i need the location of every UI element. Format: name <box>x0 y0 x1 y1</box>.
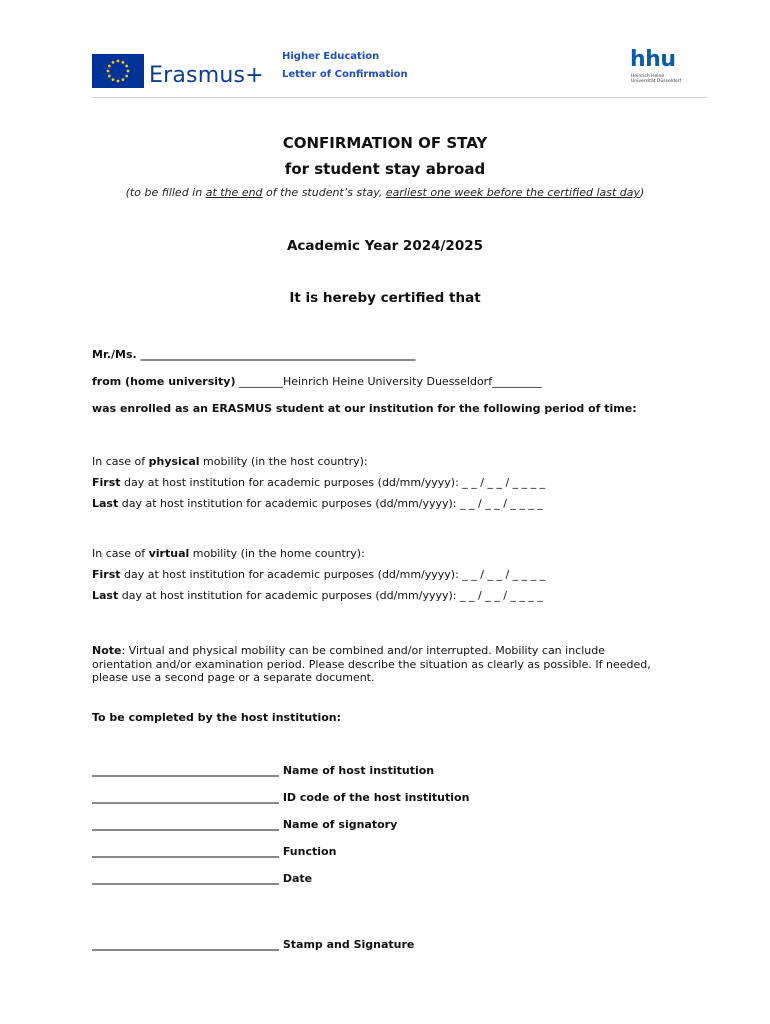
header-line-higher-education: Higher Education <box>282 51 380 62</box>
name-label: Mr./Ms. <box>92 348 137 361</box>
certification-heading: It is hereby certified that <box>289 290 481 306</box>
function-field[interactable]: __________________________________ Function <box>92 845 337 858</box>
eu-star-icon <box>107 70 110 73</box>
eu-star-icon <box>108 65 111 68</box>
home-university-value[interactable]: Heinrich Heine University Duesseldorf <box>283 375 493 388</box>
header-divider <box>92 97 706 98</box>
signatory-name-field[interactable]: __________________________________ Name of signatory <box>92 818 398 831</box>
name-field-row[interactable] <box>92 348 416 361</box>
eu-star-icon <box>112 78 115 81</box>
eu-star-icon <box>122 61 125 64</box>
physical-first-day[interactable]: First day at host institution for academic purposes (dd/mm/yyyy): _ _ / _ _ / _ _ _ _ <box>92 476 546 489</box>
eu-star-icon <box>112 61 115 64</box>
virtual-last-day[interactable]: Last day at host institution for academic purposes (dd/mm/yyyy): _ _ / _ _ / _ _ _ _ <box>92 589 543 602</box>
home-university-label: from (home university) <box>92 375 236 388</box>
stamp-signature-field[interactable]: __________________________________ Stamp and Signature <box>92 938 415 951</box>
eu-star-icon <box>117 60 120 63</box>
host-id-code-field[interactable]: __________________________________ ID code of the host institution <box>92 791 470 804</box>
host-heading: To be completed by the host institution: <box>92 711 342 724</box>
eu-star-icon <box>125 65 128 68</box>
document-title: CONFIRMATION OF STAY <box>282 134 488 152</box>
host-name-field[interactable]: __________________________________ Name of host institution <box>92 764 435 777</box>
home-university-row <box>92 375 542 388</box>
physical-last-day[interactable]: Last day at host institution for academic purposes (dd/mm/yyyy): _ _ / _ _ / _ _ _ _ <box>92 497 543 510</box>
virtual-intro: In case of virtual mobility (in the home country): <box>92 547 365 560</box>
home-university-prefix: ________ <box>239 375 283 388</box>
hhu-logo: hhu <box>630 47 676 72</box>
eu-star-icon <box>122 78 125 81</box>
date-field[interactable]: __________________________________ Date <box>92 872 313 885</box>
eu-flag-icon <box>92 54 144 88</box>
eu-star-icon <box>125 75 128 78</box>
erasmus-logo-text: Erasmus+ <box>149 63 264 88</box>
eu-star-icon <box>117 80 120 83</box>
name-blank[interactable]: __________________________________________________ <box>140 348 416 361</box>
fill-instructions: (to be filled in at the end of the student’s stay, earliest one week before the certified last day) <box>125 186 645 199</box>
enrolled-statement: was enrolled as an ERASMUS student at our institution for the following period of time: <box>92 402 637 415</box>
hhu-logo-subtitle: Heinrich Heine Universität Düsseldorf <box>631 74 682 84</box>
document-header <box>0 0 770 100</box>
eu-star-icon <box>127 70 130 73</box>
virtual-first-day[interactable]: First day at host institution for academic purposes (dd/mm/yyyy): _ _ / _ _ / _ _ _ _ <box>92 568 546 581</box>
academic-year: Academic Year 2024/2025 <box>286 238 483 254</box>
physical-intro: In case of physical mobility (in the host country): <box>92 455 368 468</box>
document-subtitle: for student stay abroad <box>284 160 486 178</box>
note-paragraph: Note: Virtual and physical mobility can be combined and/or interrupted. Mobility can include orientation and/or examination period. Please describe the situation as clearly as possible. If needed, please use a second page or a separate document. <box>92 644 651 684</box>
home-university-suffix: _________ <box>492 375 542 388</box>
eu-star-icon <box>108 75 111 78</box>
header-line-letter-of-confirmation: Letter of Confirmation <box>282 69 408 80</box>
